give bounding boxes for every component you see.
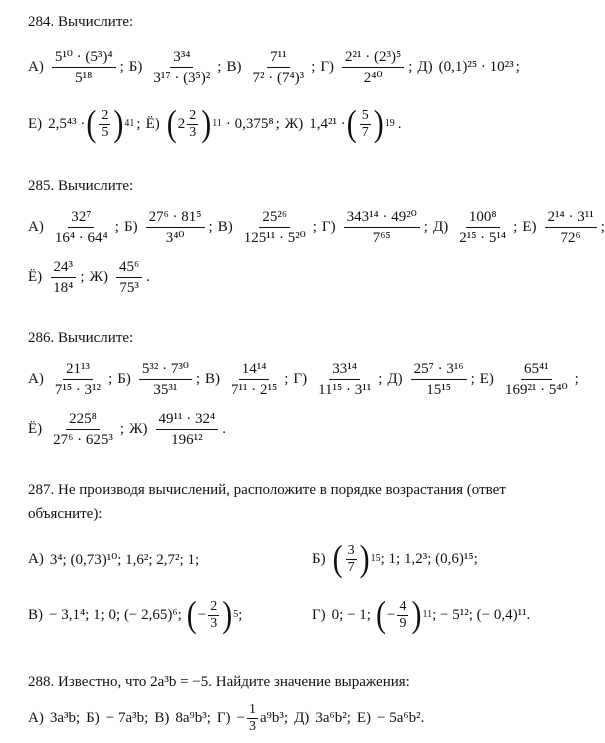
label-e: Е) bbox=[479, 370, 494, 387]
problem-284-row-1: А) $\frac{\text{5¹⁰ · (5³)⁴}}{\text{5¹⁸}}$ ; Б) $\frac{\text{3³⁴}}{\text{3¹⁷ · (3⁵)²}}$ ; В) $\frac{\text{7¹¹}}{\text{7² · (7⁴)³}}$ ; Г) $\frac{\text{2²¹ · (2³)⁵}}{\text{2⁴⁰}}$ ; Д) (0,1)²⁵ · 10²³ ; bbox=[28, 48, 520, 86]
expression-d: (0,1)²⁵ · 10²³ bbox=[438, 58, 514, 75]
fraction-zh: $\frac{\text{45⁶}}{\text{75³}}$ bbox=[116, 258, 142, 297]
expression-yo-suffix: · 0,375⁸ bbox=[225, 115, 274, 132]
whole-yo: 2 bbox=[177, 115, 186, 132]
expression-e-prefix: 2,5⁴³ · bbox=[48, 115, 86, 132]
label-a: А) bbox=[28, 370, 44, 387]
fraction-g: $\frac{\text{33¹⁴}}{\text{11¹⁵ · 3¹¹}}$ bbox=[318, 360, 372, 398]
problem-287-heading-line-1: 287. Не производя вычислений, расположите в порядке возрастания (ответ bbox=[28, 482, 506, 498]
problem-287-heading-line-2: объясните): bbox=[28, 506, 103, 522]
fraction-b: $\frac{\text{3³⁴}}{\text{3¹⁷ · (3⁵)²}}$ bbox=[153, 48, 211, 86]
label-d: Д) bbox=[417, 58, 433, 75]
fraction-yo: $\frac{\text{24³}}{\text{18⁴}}$ bbox=[50, 258, 76, 297]
fraction-e: $\frac{\text{65⁴¹}}{\text{169²¹ · 5⁴⁰}}$ bbox=[504, 360, 568, 398]
fraction-g: $\frac{\text{343¹⁴ · 49²⁰}}{\text{7⁶⁵}}$ bbox=[344, 208, 420, 247]
fraction-zh: $\frac{\text{49¹¹ · 32⁴}}{\text{196¹²}}$ bbox=[156, 410, 219, 449]
fraction-a: $\frac{\text{5¹⁰ · (5³)⁴}}{\text{5¹⁸}}$ bbox=[52, 48, 116, 87]
label-v: В) bbox=[217, 218, 233, 235]
fraction-d: $\frac{\text{100⁸}}{\text{2¹⁵ · 5¹⁴}}$ bbox=[459, 208, 507, 246]
label-b: Б) bbox=[117, 370, 131, 387]
problem-288-items: А) 3a³b; Б) − 7a³b; В) 8a⁹b³; Г) − $\frac{1}{3}$ a⁹b³; Д) 3a⁶b²; Е) − 5a⁶b². bbox=[28, 701, 425, 734]
fraction-e: $\frac{\text{2¹⁴ · 3¹¹}}{\text{72⁶}}$ bbox=[545, 208, 597, 247]
problem-285-row-1: А) $\frac{\text{32⁷}}{\text{16⁴ · 64⁴}}$ ; Б) $\frac{\text{27⁶ · 81⁵}}{\text{3⁴⁰}}$ ; В) $\frac{\text{25²⁶}}{\text{125¹¹ · 5²⁰}}$ ; Г) $\frac{\text{343¹⁴ · 49²⁰}}{\text{7⁶⁵}}$ ; Д) $\frac{\text{100⁸}}{\text{2¹⁵ · 5¹⁴}}$ ; Е) $\frac{\text{2¹⁴ · 3¹¹}}{\text{72⁶}}$ ; bbox=[28, 208, 605, 246]
label-d: Д) bbox=[432, 218, 449, 235]
label-b: Б) bbox=[123, 218, 138, 235]
label-a: А) bbox=[28, 218, 44, 235]
label-d: Д) bbox=[387, 370, 403, 387]
problem-287-item-a: А) 3⁴; (0,73)¹⁰; 1,6²; 2,7²; 1; bbox=[28, 550, 200, 568]
label-v: В) bbox=[205, 370, 220, 387]
fraction-v: $\frac{\text{7¹¹}}{\text{7² · (7⁴)³}}$ bbox=[252, 48, 305, 86]
fraction-zh: $\frac{5}{7}$ bbox=[361, 107, 369, 140]
fraction-g: $\frac{\text{2²¹ · (2³)⁵}}{\text{2⁴⁰}}$ bbox=[342, 48, 404, 87]
label-zh: Ж) bbox=[284, 115, 304, 132]
problem-288-heading: 288. Известно, что 2a³b = −5. Найдите значение выражения: bbox=[28, 674, 410, 690]
label-g: Г) bbox=[293, 370, 308, 387]
fraction-e: $\frac{2}{5}$ bbox=[101, 107, 109, 140]
fraction-yo: $\frac{\text{225⁸}}{\text{27⁶ · 625³}}$ bbox=[53, 410, 113, 448]
label-g: Г) bbox=[320, 58, 335, 75]
fraction-b: $\frac{\text{27⁶ · 81⁵}}{\text{3⁴⁰}}$ bbox=[146, 208, 205, 247]
problem-285-row-2: Ё) $\frac{\text{24³}}{\text{18⁴}}$ ; Ж) $\frac{\text{45⁶}}{\text{75³}}$ . bbox=[28, 258, 150, 296]
label-a: А) bbox=[28, 58, 44, 75]
label-e: Е) bbox=[28, 115, 43, 132]
problem-286-row-2: Ё) $\frac{\text{225⁸}}{\text{27⁶ · 625³}}$ ; Ж) $\frac{\text{49¹¹ · 32⁴}}{\text{196¹²}}$ . bbox=[28, 410, 226, 448]
fraction-d: $\frac{\text{25⁷ · 3¹⁶}}{\text{15¹⁵}}$ bbox=[411, 360, 467, 399]
label-zh: Ж) bbox=[129, 420, 148, 437]
label-e: Е) bbox=[522, 218, 537, 235]
fraction-a: $\frac{\text{32⁷}}{\text{16⁴ · 64⁴}}$ bbox=[54, 208, 108, 246]
label-g: Г) bbox=[321, 218, 336, 235]
problem-284-row-2: Е) 2,5⁴³ · ( $\frac{2}{5}$ ) 41 ; Ё) ( 2 $\frac{2}{3}$ ) 11 · 0,375⁸ ; Ж) 1,4²¹ · ( $\frac{5}{7}$ ) 19 . bbox=[28, 102, 402, 144]
fraction-yo: $\frac{2}{3}$ bbox=[189, 107, 197, 140]
label-b: Б) bbox=[128, 58, 143, 75]
problem-287-item-g: Г) 0; − 1; ( − $\frac{4}{9}$ ) 11 ; − 5¹²; (− 0,4)¹¹. bbox=[312, 593, 531, 635]
fraction-a: $\frac{\text{21¹³}}{\text{7¹⁵ · 3¹²}}$ bbox=[54, 360, 102, 398]
problem-287-item-b: Б) ( $\frac{3}{7}$ ) 15 ; 1; 1,2³; (0,6)¹⁵; bbox=[312, 537, 478, 579]
fraction-v: $\frac{\text{25²⁶}}{\text{125¹¹ · 5²⁰}}$ bbox=[243, 208, 306, 246]
fraction-b: $\frac{\text{5³² · 7³⁰}}{\text{35³¹}}$ bbox=[139, 360, 192, 399]
problem-284-heading: 284. Вычислите: bbox=[28, 14, 134, 30]
problem-287-item-v: В) − 3,1⁴; 1; 0; (− 2,65)⁶; ( − $\frac{2}{3}$ ) 5 ; bbox=[28, 593, 243, 635]
expression-zh-prefix: 1,4²¹ · bbox=[309, 115, 346, 132]
fraction-v: $\frac{\text{14¹⁴}}{\text{7¹¹ · 2¹⁵}}$ bbox=[231, 360, 278, 398]
label-yo: Ё) bbox=[28, 268, 43, 285]
problem-286-row-1: А) $\frac{\text{21¹³}}{\text{7¹⁵ · 3¹²}}$ ; Б) $\frac{\text{5³² · 7³⁰}}{\text{35³¹}}$ ; В) $\frac{\text{14¹⁴}}{\text{7¹¹ · 2¹⁵}}$ ; Г) $\frac{\text{33¹⁴}}{\text{11¹⁵ · 3¹¹}}$ ; Д) $\frac{\text{25⁷ · 3¹⁶}}{\text{15¹⁵}}$ ; Е) $\frac{\text{65⁴¹}}{\text{169²¹ · 5⁴⁰}}$ ; bbox=[28, 360, 579, 398]
label-yo: Ё) bbox=[28, 420, 43, 437]
label-v: В) bbox=[226, 58, 242, 75]
problem-286-heading: 286. Вычислите: bbox=[28, 330, 134, 346]
label-zh: Ж) bbox=[89, 268, 109, 285]
label-yo: Ё) bbox=[145, 115, 160, 132]
problem-285-heading: 285. Вычислите: bbox=[28, 178, 134, 194]
